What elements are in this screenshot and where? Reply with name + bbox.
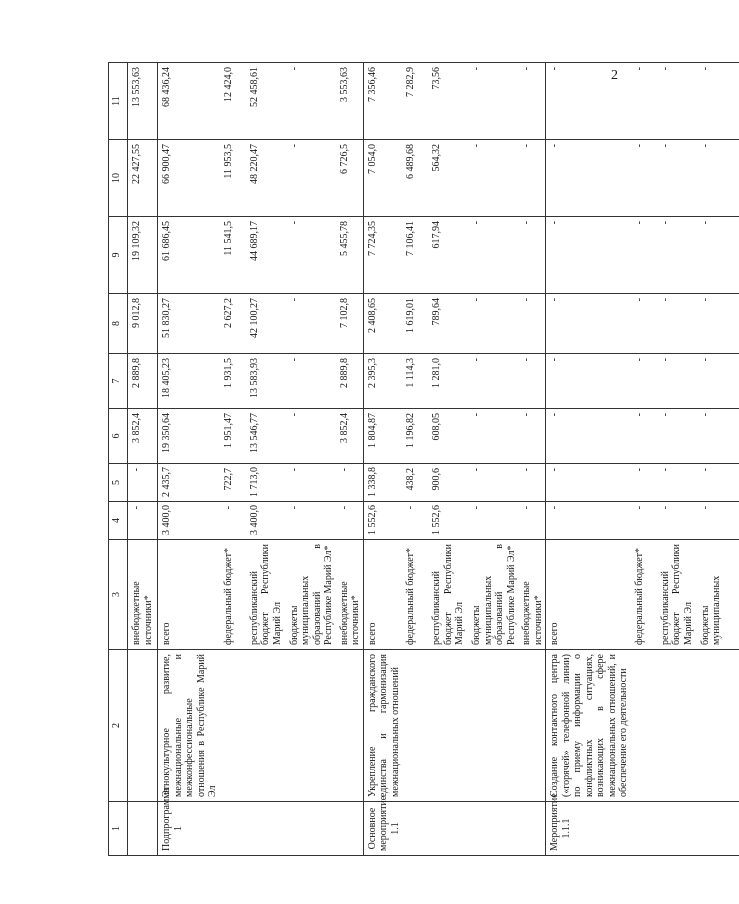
table-row: [657, 63, 697, 856]
funding-source-cell: бюджеты муниципальных образований в Республике Марий Эл*: [286, 540, 336, 650]
value-cell: 51 830,27: [158, 294, 220, 354]
value-cell: 2 435,7: [158, 464, 220, 502]
program-name-cell: Этнокультурное развитие, межнациональные и межконфессиональные отношения в Республике Марий Эл: [158, 650, 220, 802]
value-cell: -: [697, 409, 739, 464]
value-cell: -: [657, 140, 697, 217]
program-code-cell: [286, 802, 336, 856]
header-cell: 6: [109, 409, 128, 464]
value-cell: -: [286, 409, 336, 464]
value-cell: -: [657, 217, 697, 294]
value-cell: 66 900,47: [158, 140, 220, 217]
program-name-cell: [402, 650, 428, 802]
value-cell: -: [697, 217, 739, 294]
funding-source-cell: республиканский бюджет Республики Марий Эл: [657, 540, 697, 650]
page-number: 2: [611, 68, 618, 83]
value-cell: 7 282,9: [402, 63, 428, 140]
value-cell: 608,05: [428, 409, 468, 464]
program-code-cell: [246, 802, 286, 856]
program-code-cell: [128, 802, 158, 856]
value-cell: -: [468, 502, 518, 540]
value-cell: -: [631, 502, 657, 540]
value-cell: 19 109,32: [128, 217, 158, 294]
value-cell: 73,56: [428, 63, 468, 140]
value-cell: -: [518, 502, 546, 540]
value-cell: 2 889,8: [128, 354, 158, 409]
value-cell: 2 408,65: [363, 294, 402, 354]
program-code-cell: [402, 802, 428, 856]
value-cell: 7 054,0: [363, 140, 402, 217]
program-name-cell: [336, 650, 364, 802]
value-cell: -: [286, 502, 336, 540]
value-cell: -: [286, 63, 336, 140]
program-name-cell: Укрепление гражданского единства и гармонизация межнациональных отношений: [363, 650, 402, 802]
table-row: [246, 63, 286, 856]
value-cell: -: [657, 502, 697, 540]
value-cell: -: [697, 464, 739, 502]
value-cell: -: [286, 464, 336, 502]
program-name-cell: [468, 650, 518, 802]
value-cell: 1 804,87: [363, 409, 402, 464]
value-cell: 1 619,01: [402, 294, 428, 354]
header-row: [109, 63, 128, 856]
value-cell: -: [468, 63, 518, 140]
table-row: [286, 63, 336, 856]
value-cell: 61 686,45: [158, 217, 220, 294]
funding-source-cell: всего: [158, 540, 220, 650]
program-code-cell: [336, 802, 364, 856]
funding-source-cell: бюджеты муниципальных: [697, 540, 739, 650]
program-code-cell: Мероприятие 1.1.1: [546, 802, 631, 856]
value-cell: 900,6: [428, 464, 468, 502]
value-cell: 1 931,5: [220, 354, 246, 409]
value-cell: -: [546, 502, 631, 540]
value-cell: 617,94: [428, 217, 468, 294]
program-code-cell: Подпрограмма 1: [158, 802, 220, 856]
funding-source-cell: всего: [363, 540, 402, 650]
value-cell: 3 400,0: [246, 502, 286, 540]
table-row: [128, 63, 158, 856]
table-row: [697, 63, 739, 856]
value-cell: -: [697, 354, 739, 409]
value-cell: 44 689,17: [246, 217, 286, 294]
value-cell: -: [697, 294, 739, 354]
program-code-cell: [697, 802, 739, 856]
table-row: [518, 63, 546, 856]
table-row: [631, 63, 657, 856]
value-cell: -: [468, 464, 518, 502]
program-code-cell: Основное мероприятие 1.1: [363, 802, 402, 856]
value-cell: 6 489,68: [402, 140, 428, 217]
value-cell: -: [657, 294, 697, 354]
funding-source-cell: внебюджетные источники*: [518, 540, 546, 650]
value-cell: -: [468, 140, 518, 217]
value-cell: -: [468, 409, 518, 464]
header-cell: 11: [109, 63, 128, 140]
header-cell: 9: [109, 217, 128, 294]
value-cell: -: [286, 140, 336, 217]
funding-source-cell: всего: [546, 540, 631, 650]
value-cell: 7 102,8: [336, 294, 364, 354]
value-cell: 722,7: [220, 464, 246, 502]
value-cell: -: [128, 502, 158, 540]
table-row: [402, 63, 428, 856]
value-cell: 13 583,93: [246, 354, 286, 409]
value-cell: -: [697, 140, 739, 217]
value-cell: -: [518, 63, 546, 140]
value-cell: 12 424,0: [220, 63, 246, 140]
value-cell: 5 455,78: [336, 217, 364, 294]
header-cell: 4: [109, 502, 128, 540]
value-cell: 11 541,5: [220, 217, 246, 294]
value-cell: 3 852,4: [128, 409, 158, 464]
value-cell: 789,64: [428, 294, 468, 354]
budget-table: [108, 62, 739, 856]
program-name-cell: [697, 650, 739, 802]
value-cell: -: [336, 464, 364, 502]
value-cell: 2 889,8: [336, 354, 364, 409]
value-cell: -: [657, 63, 697, 140]
funding-source-cell: бюджеты муниципальных образований в Республике Марий Эл*: [468, 540, 518, 650]
value-cell: 1 552,6: [363, 502, 402, 540]
value-cell: -: [220, 502, 246, 540]
value-cell: -: [518, 354, 546, 409]
header-cell: 3: [109, 540, 128, 650]
funding-source-cell: федеральный бюджет*: [402, 540, 428, 650]
value-cell: -: [546, 63, 631, 140]
value-cell: 48 220,47: [246, 140, 286, 217]
value-cell: 7 356,46: [363, 63, 402, 140]
table-row: [428, 63, 468, 856]
value-cell: 1 951,47: [220, 409, 246, 464]
value-cell: 6 726,5: [336, 140, 364, 217]
value-cell: -: [631, 217, 657, 294]
value-cell: -: [468, 217, 518, 294]
funding-source-cell: внебюджетные источники*: [336, 540, 364, 650]
value-cell: 2 395,3: [363, 354, 402, 409]
value-cell: 9 012,8: [128, 294, 158, 354]
table-row: [546, 63, 631, 856]
value-cell: -: [468, 354, 518, 409]
value-cell: -: [631, 63, 657, 140]
program-name-cell: [286, 650, 336, 802]
value-cell: -: [631, 464, 657, 502]
value-cell: 7 724,35: [363, 217, 402, 294]
program-name-cell: [518, 650, 546, 802]
value-cell: 13 553,63: [128, 63, 158, 140]
header-cell: 1: [109, 802, 128, 856]
value-cell: 3 553,63: [336, 63, 364, 140]
value-cell: 3 852,4: [336, 409, 364, 464]
program-code-cell: [468, 802, 518, 856]
program-name-cell: [220, 650, 246, 802]
program-name-cell: [631, 650, 657, 802]
program-name-cell: [657, 650, 697, 802]
program-code-cell: [220, 802, 246, 856]
table-row: [336, 63, 364, 856]
value-cell: -: [286, 294, 336, 354]
value-cell: -: [697, 63, 739, 140]
value-cell: -: [631, 354, 657, 409]
value-cell: 1 552,6: [428, 502, 468, 540]
program-name-cell: [428, 650, 468, 802]
value-cell: -: [128, 464, 158, 502]
value-cell: -: [657, 464, 697, 502]
funding-source-cell: республиканский бюджет Республики Марий Эл: [246, 540, 286, 650]
program-name-cell: Создание контактного центра («горячей» телефонной линии) по приему информации о конфликтных ситуациях, возникающих в сфере межнациональных отношений, и обеспечение его деятельности: [546, 650, 631, 802]
value-cell: -: [657, 354, 697, 409]
program-code-cell: [428, 802, 468, 856]
value-cell: -: [518, 217, 546, 294]
program-name-cell: [246, 650, 286, 802]
funding-source-cell: федеральный бюджет*: [631, 540, 657, 650]
value-cell: -: [286, 217, 336, 294]
header-cell: 5: [109, 464, 128, 502]
value-cell: -: [546, 464, 631, 502]
value-cell: 1 713,0: [246, 464, 286, 502]
value-cell: -: [518, 464, 546, 502]
value-cell: 52 458,61: [246, 63, 286, 140]
header-cell: 7: [109, 354, 128, 409]
funding-source-cell: внебюджетные источники*: [128, 540, 158, 650]
value-cell: -: [631, 294, 657, 354]
value-cell: -: [518, 294, 546, 354]
funding-source-cell: республиканский бюджет Республики Марий Эл: [428, 540, 468, 650]
value-cell: -: [546, 354, 631, 409]
value-cell: -: [518, 409, 546, 464]
table-body: [128, 63, 739, 856]
value-cell: -: [546, 409, 631, 464]
rotated-page: [108, 63, 722, 856]
value-cell: 3 400,0: [158, 502, 220, 540]
value-cell: 22 427,55: [128, 140, 158, 217]
value-cell: -: [697, 502, 739, 540]
value-cell: 13 546,77: [246, 409, 286, 464]
value-cell: -: [546, 217, 631, 294]
value-cell: 19 350,64: [158, 409, 220, 464]
value-cell: 1 281,0: [428, 354, 468, 409]
value-cell: -: [631, 140, 657, 217]
value-cell: 2 627,2: [220, 294, 246, 354]
value-cell: 438,2: [402, 464, 428, 502]
value-cell: 1 114,3: [402, 354, 428, 409]
value-cell: -: [546, 294, 631, 354]
value-cell: 42 100,27: [246, 294, 286, 354]
value-cell: -: [657, 409, 697, 464]
value-cell: -: [336, 502, 364, 540]
value-cell: -: [546, 140, 631, 217]
value-cell: 564,32: [428, 140, 468, 217]
program-code-cell: [631, 802, 657, 856]
funding-source-cell: федеральный бюджет*: [220, 540, 246, 650]
program-code-cell: [657, 802, 697, 856]
header-cell: 8: [109, 294, 128, 354]
value-cell: 7 106,41: [402, 217, 428, 294]
header-cell: 10: [109, 140, 128, 217]
value-cell: -: [468, 294, 518, 354]
table-row: [220, 63, 246, 856]
value-cell: -: [286, 354, 336, 409]
value-cell: -: [402, 502, 428, 540]
value-cell: 11 953,5: [220, 140, 246, 217]
value-cell: 1 338,8: [363, 464, 402, 502]
program-code-cell: [518, 802, 546, 856]
table-row: [468, 63, 518, 856]
value-cell: -: [631, 409, 657, 464]
table-row: [158, 63, 220, 856]
header-cell: 2: [109, 650, 128, 802]
value-cell: 1 196,82: [402, 409, 428, 464]
value-cell: -: [518, 140, 546, 217]
value-cell: 18 405,23: [158, 354, 220, 409]
value-cell: 68 436,24: [158, 63, 220, 140]
table-row: [363, 63, 402, 856]
program-name-cell: [128, 650, 158, 802]
rotated-content: [108, 63, 722, 856]
